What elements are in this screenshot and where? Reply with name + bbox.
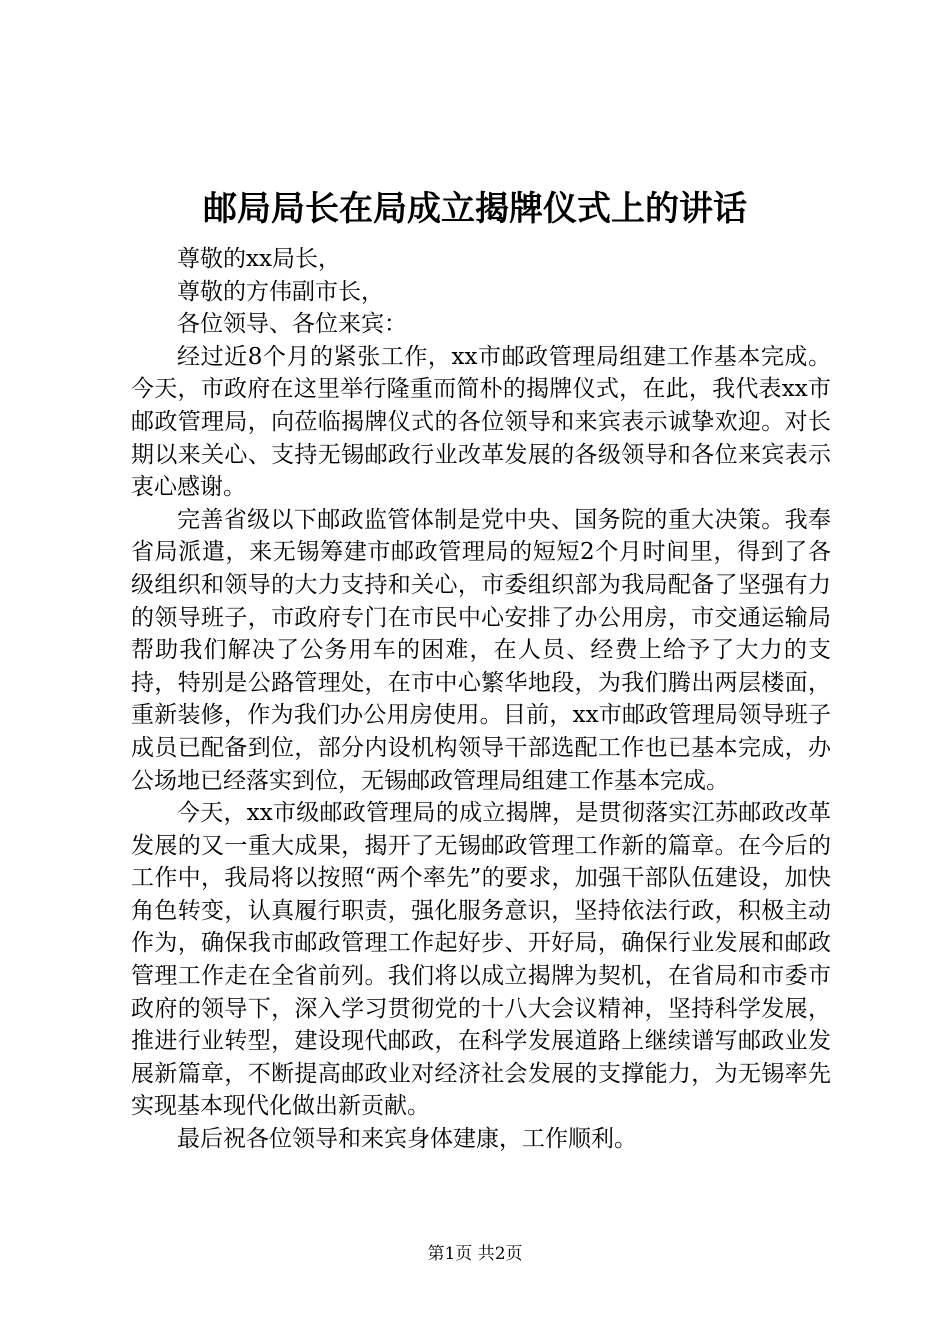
document-body — [131, 243, 831, 1156]
document-title: 邮局局长在局成立揭牌仪式上的讲话 — [203, 189, 747, 229]
body-paragraph: 经过近8个月的紧张工作，xx市邮政管理局组建工作基本完成。今天，市政府在这里举行隆重而简朴的揭牌仪式，在此，我代表xx市邮政管理局，向莅临揭牌仪式的各位领导和来宾表示诚挚欢迎。对长期以来关心、支持无锡邮政行业改革发展的各级领导和各位来宾表示衷心感谢。 — [131, 343, 831, 501]
salutation-line: 尊敬的xx局长， — [177, 246, 341, 272]
page-footer — [0, 1242, 950, 1266]
salutation-line: 各位领导、各位来宾： — [177, 311, 407, 338]
salutation-line: 尊敬的方伟副市长， — [177, 278, 384, 305]
page-total: 共2页 — [477, 1244, 523, 1264]
body-paragraph: 今天，xx市级邮政管理局的成立揭牌，是贯彻落实江苏邮政改革发展的又一重大成果，揭开了无锡邮政管理工作新的篇章。在今后的工作中，我局将以按照“两个率先”的要求，加强干部队伍建设，加快角色转变，认真履行职责，强化服务意识，坚持依法行政，积极主动作为，确保我市邮政管理工作起好步、开好局，确保行业发展和邮政管理工作走在全省前列。我们将以成立揭牌为契机，在省局和市委市政府的领导下，深入学习贯彻党的十八大会议精神，坚持科学发展，推进行业转型，建设现代邮政，在科学发展道路上继续谱写邮政业发展新篇章，不断提高邮政业对经济社会发展的支撑能力，为无锡率先实现基本现代化做出新贡献。 — [131, 800, 831, 1120]
body-paragraph: 完善省级以下邮政监管体制是党中央、国务院的重大决策。我奉省局派遣，来无锡筹建市邮政管理局的短短2个月时间里，得到了各级组织和领导的大力支持和关心，市委组织部为我局配备了坚强有力的领导班子，市政府专门在市民中心安排了办公用房，市交通运输局帮助我们解决了公务用车的困难，在人员、经费上给予了大力的支持，特别是公路管理处，在市中心繁华地段，为我们腾出两层楼面，重新装修，作为我们办公用房使用。目前，xx市邮政管理局领导班子成员已配备到位，部分内设机构领导干部选配工作也已基本完成，办公场地已经落实到位，无锡邮政管理局组建工作基本完成。 — [131, 506, 831, 794]
closing-paragraph: 最后祝各位领导和来宾身体建康，工作顺利。 — [177, 1126, 637, 1153]
page-number: 第1页 — [427, 1244, 473, 1264]
